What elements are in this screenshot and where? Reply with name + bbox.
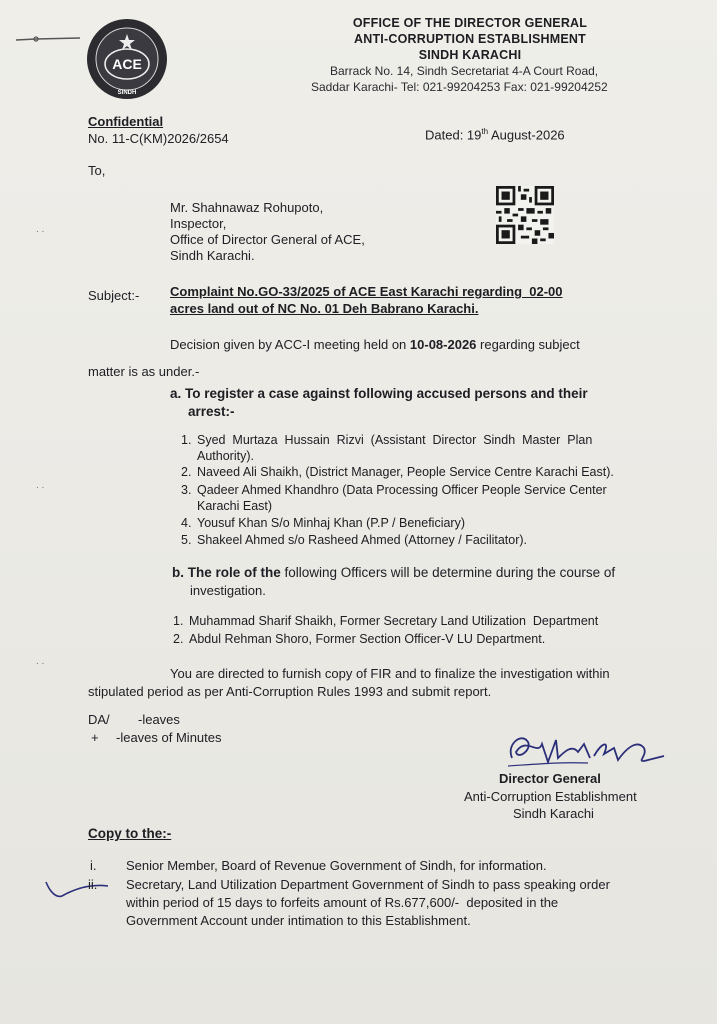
recipient-office: Office of Director General of ACE, [170, 232, 365, 247]
officer-item-2: 2. [173, 632, 184, 646]
accused-item-4-text: Yousuf Khan S/o Minhaj Khan (P.P / Beneficiary) [197, 516, 465, 530]
subject-line-2: acres land out of NC No. 01 Deh Babrano Karachi. [170, 301, 479, 316]
enclosure-plus: + [91, 730, 99, 745]
directive-line-1: You are directed to furnish copy of FIR and to finalize the investigation within [170, 666, 610, 681]
signature-org: Anti-Corruption Establishment [464, 789, 637, 804]
header-address-1: Barrack No. 14, Sindh Secretariat 4-A Court Road, [330, 64, 599, 78]
officer-item-2-text: Abdul Rehman Shoro, Former Section Officer-V LU Department. [189, 632, 546, 646]
accused-item-5: 5. [181, 533, 192, 547]
accused-item-1-text: Syed Murtaza Hussain Rizvi (Assistant Director Sindh Master Plan [197, 433, 593, 447]
header-line-2: ANTI-CORRUPTION ESTABLISHMENT [354, 32, 586, 46]
copy-item-2-num: ii. [88, 877, 98, 892]
header-line-3: SINDH KARACHI [418, 48, 522, 62]
margin-dots-1: . . [36, 224, 45, 235]
accused-item-1-text-2: Authority). [197, 449, 254, 463]
pen-stroke-mark [14, 32, 84, 46]
to-label: To, [88, 163, 106, 178]
logo-text: ACE [112, 56, 142, 72]
date-line: Dated: 19th August-2026 [425, 127, 565, 143]
recipient-city: Sindh Karachi. [170, 248, 255, 263]
intro-line-2: matter is as under.- [88, 364, 200, 379]
section-a-heading-1: a. To register a case against following accused persons and their [170, 386, 588, 401]
section-b-line-1: b. The role of the following Officers will be determine during the course of [172, 565, 616, 580]
accused-item-2-text: Naveed Ali Shaikh, (District Manager, People Service Centre Karachi East). [197, 465, 614, 479]
signature-city: Sindh Karachi [513, 806, 594, 821]
accused-item-4: 4. [181, 516, 192, 530]
ace-logo [82, 18, 172, 100]
copy-item-1-text: Senior Member, Board of Revenue Government of Sindh, for information. [126, 858, 547, 873]
recipient-name: Mr. Shahnawaz Rohupoto, [170, 200, 324, 215]
reference-number: No. 11-C(KM)2026/2654 [88, 131, 229, 146]
accused-item-3-text-2: Karachi East) [197, 499, 273, 513]
subject-line-1: Complaint No.GO-33/2025 of ACE East Karachi regarding 02-00 [170, 284, 563, 299]
copy-item-2-text-2: within period of 15 days to forfeits amount of Rs.677,600/- deposited in the [126, 895, 559, 910]
margin-dots-2: . . [36, 480, 45, 491]
officer-item-1-text: Muhammad Sharif Shaikh, Former Secretary Land Utilization Department [189, 614, 599, 628]
recipient-title: Inspector, [170, 216, 227, 231]
header-address-2: Saddar Karachi- Tel: 021-99204253 Fax: 021-99204252 [311, 80, 608, 94]
qr-code-icon [496, 186, 554, 244]
copy-item-2-text-1: Secretary, Land Utilization Department Government of Sindh to pass speaking order [126, 877, 610, 892]
copy-item-1-num: i. [90, 858, 97, 873]
signature-title: Director General [499, 771, 601, 786]
accused-item-5-text: Shakeel Ahmed s/o Rasheed Ahmed (Attorney / Facilitator). [197, 533, 528, 547]
logo-bottom-text: SINDH [117, 90, 137, 96]
tick-mark [42, 872, 112, 902]
intro-line-1: Decision given by ACC-I meeting held on 10-08-2026 regarding subject [170, 337, 580, 352]
accused-item-3: 3. [181, 483, 192, 497]
enclosure-minutes: -leaves of Minutes [116, 730, 222, 745]
subject-label: Subject:- [88, 288, 140, 303]
directive-line-2: stipulated period as per Anti-Corruption Rules 1993 and submit report. [88, 684, 492, 699]
copy-to-heading: Copy to the:- [88, 826, 172, 841]
accused-item-1: 1. [181, 433, 192, 447]
officer-item-1: 1. [173, 614, 184, 628]
confidential-label: Confidential [88, 114, 164, 129]
accused-item-3-text: Qadeer Ahmed Khandhro (Data Processing Officer People Service Center [197, 483, 607, 497]
signature-scribble [498, 722, 668, 774]
enclosure-da-leaves: -leaves [138, 712, 180, 727]
copy-item-2-text-3: Government Account under intimation to this Establishment. [126, 913, 471, 928]
section-a-heading-2: arrest:- [188, 404, 235, 419]
section-b-line-2: investigation. [190, 583, 266, 598]
accused-item-2: 2. [181, 465, 192, 479]
enclosure-da: DA/ [88, 712, 110, 727]
header-line-1: OFFICE OF THE DIRECTOR GENERAL [352, 16, 588, 30]
margin-dots-3: . . [36, 656, 45, 667]
